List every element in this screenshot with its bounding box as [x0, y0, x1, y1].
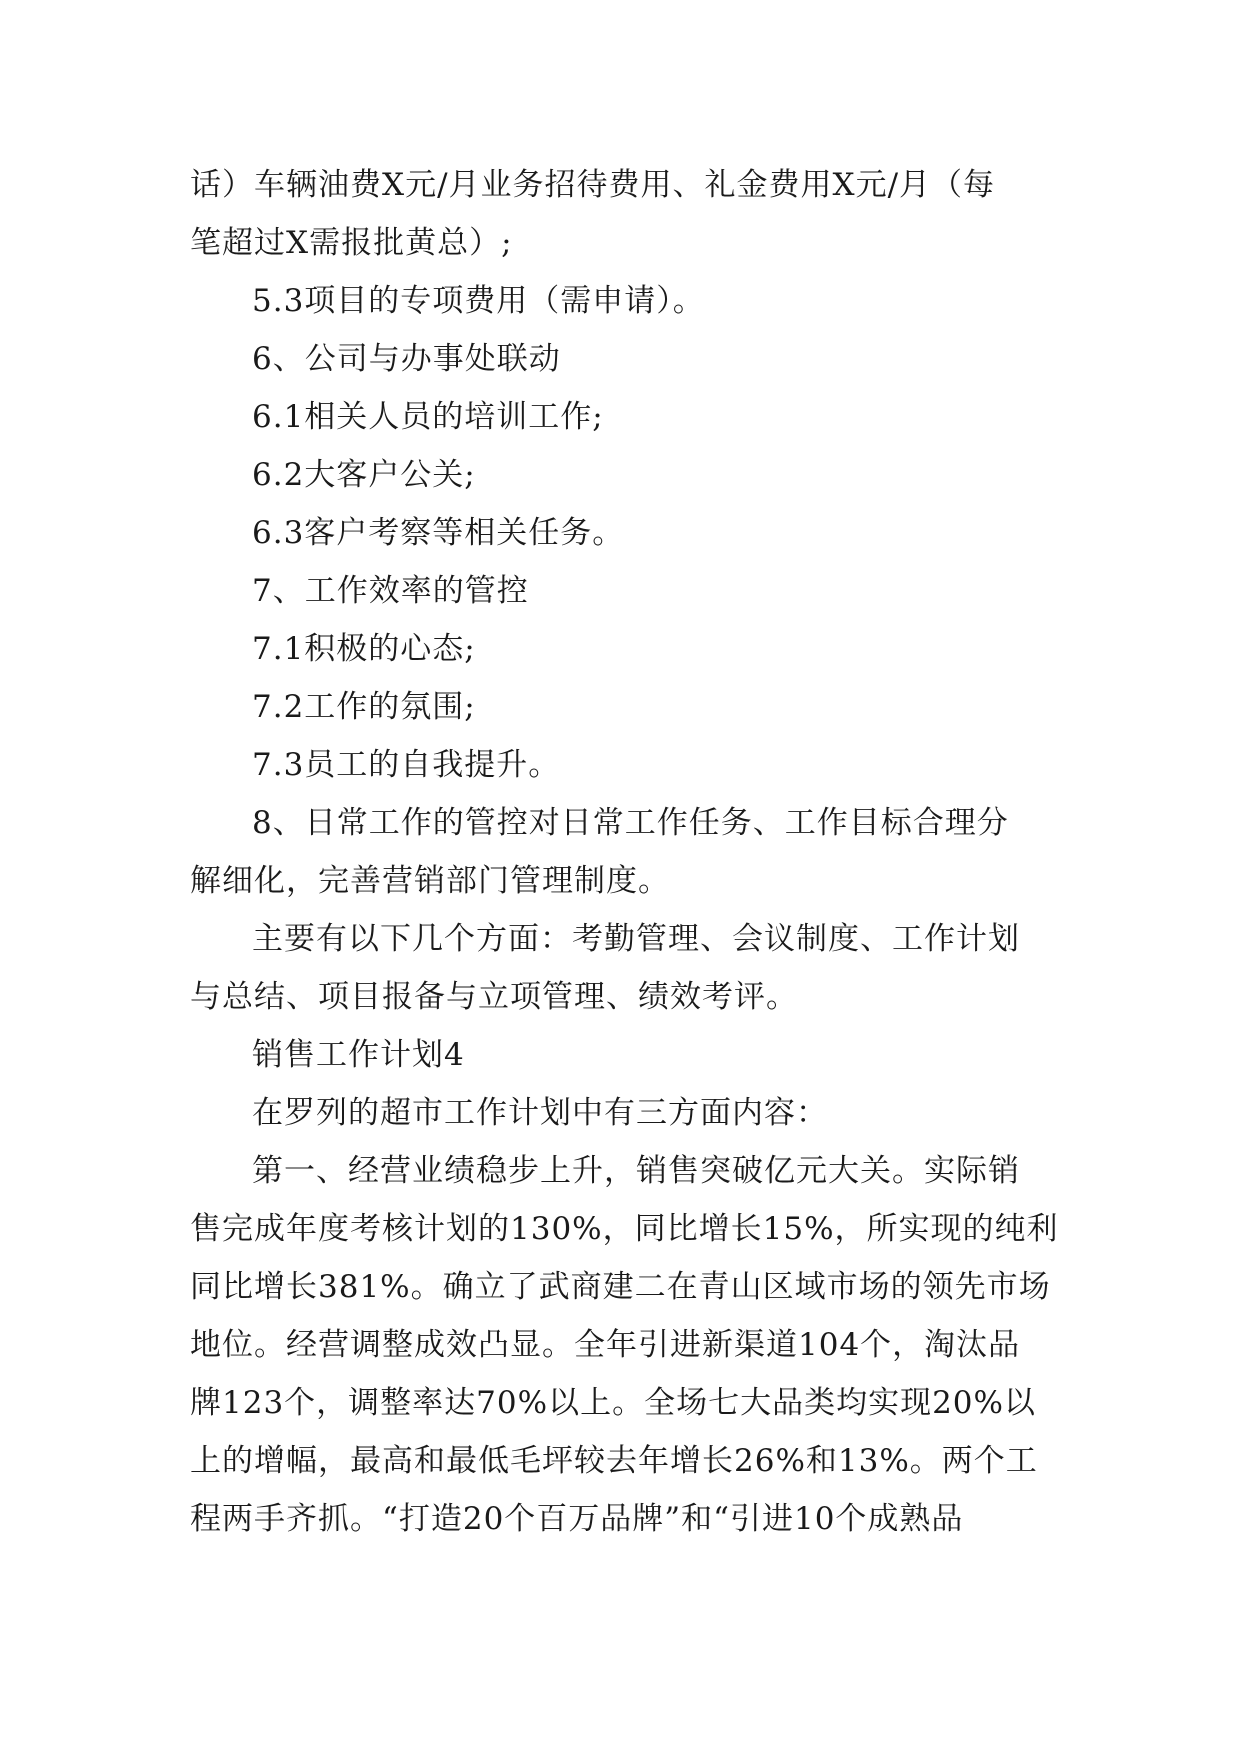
text-line: 与总结、项目报备与立项管理、绩效考评。 [190, 979, 798, 1015]
section-heading: 8、日常工作的管控对日常工作任务、工作目标合理分 [252, 805, 1009, 841]
text-line: 6.2大客户公关; [252, 457, 476, 493]
text-line: 程两手齐抓。“打造20个百万品牌”和“引进10个成熟品 [190, 1501, 964, 1537]
text-line: 话）车辆油费X元/月业务招待费用、礼金费用X元/月（每 [190, 167, 996, 203]
text-line: 同比增长381%。确立了武商建二在青山区域市场的领先市场 [190, 1269, 1051, 1305]
text-line: 解细化，完善营销部门管理制度。 [190, 863, 670, 899]
text-line: 售完成年度考核计划的130%，同比增长15%，所实现的纯利 [190, 1211, 1059, 1247]
section-heading: 7、工作效率的管控 [252, 573, 529, 609]
text-line: 在罗列的超市工作计划中有三方面内容： [252, 1095, 828, 1131]
text-line: 7.1积极的心态; [252, 631, 476, 667]
document-body [190, 156, 1059, 1548]
text-line: 7.3员工的自我提升。 [252, 747, 561, 783]
text-line: 7.2工作的氛围; [252, 689, 476, 725]
section-heading: 6、公司与办事处联动 [252, 341, 561, 377]
text-line: 第一、经营业绩稳步上升，销售突破亿元大关。实际销 [252, 1153, 1020, 1189]
text-line: 6.1相关人员的培训工作; [252, 399, 604, 435]
text-line: 主要有以下几个方面：考勤管理、会议制度、工作计划 [252, 921, 1020, 957]
text-line: 6.3客户考察等相关任务。 [252, 515, 625, 551]
text-line: 上的增幅，最高和最低毛坪较去年增长26%和13%。两个工 [190, 1443, 1038, 1479]
text-line: 牌123个，调整率达70%以上。全场七大品类均实现20%以 [190, 1385, 1036, 1421]
text-line: 地位。经营调整成效凸显。全年引进新渠道104个，淘汰品 [190, 1327, 1021, 1363]
text-line: 笔超过X需报批黄总）; [190, 225, 513, 261]
section-title: 销售工作计划4 [252, 1037, 465, 1073]
text-line: 5.3项目的专项费用（需申请）。 [252, 283, 705, 319]
